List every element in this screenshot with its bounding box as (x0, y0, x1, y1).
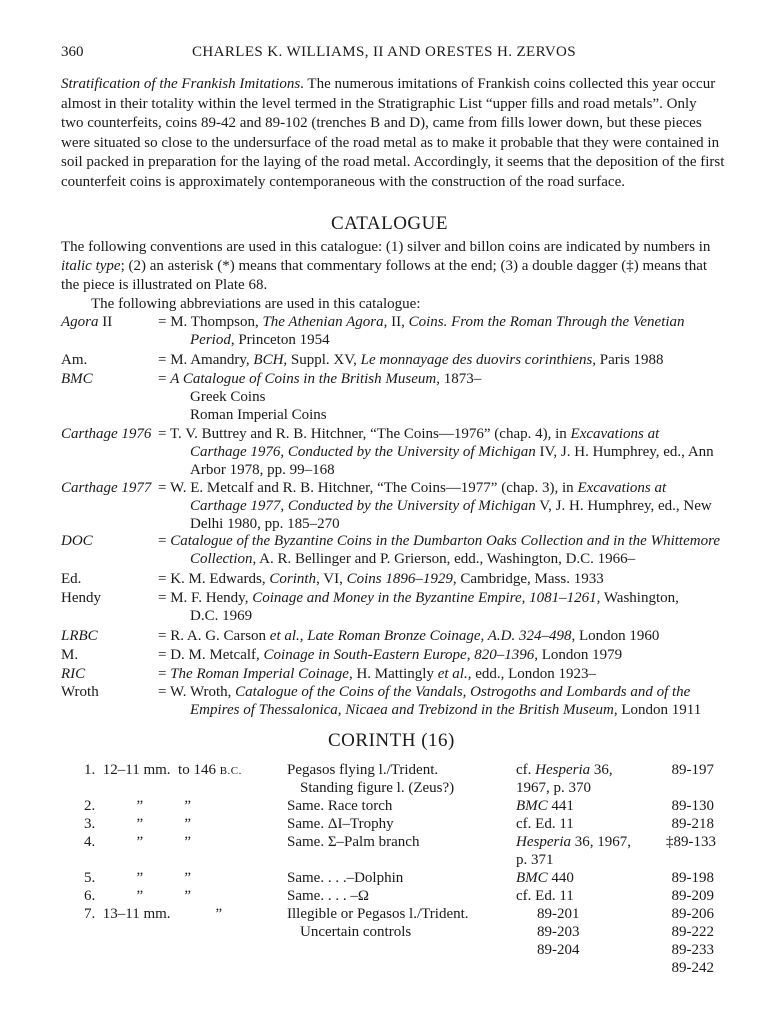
definition-text: = M. Amandry, (158, 352, 254, 368)
coin-description (287, 761, 454, 797)
coin-number: 2. ” ” (84, 798, 192, 814)
definition-text: , edd., London 1923– (467, 666, 597, 682)
reference-text: p. 371 (516, 852, 554, 868)
reference-text: cf. Ed. 11 (516, 816, 574, 832)
definition-line (158, 666, 596, 682)
inventory-number: 89-204 (537, 942, 580, 958)
definition-text: = (158, 666, 171, 682)
abbreviation-key-roman: Wroth (61, 684, 99, 700)
paragraph-line: counterfeit coins is approximately contemporaneous with the construction of the road surface. (61, 173, 625, 190)
coin-number-size-date (84, 797, 191, 815)
coin-reference (516, 887, 574, 905)
coin-number: 1. 12–11 mm. to 146 (84, 762, 220, 778)
coin-number: 7. 13–11 mm. ” (84, 906, 223, 922)
definition-title: Coinage in South-Eastern Europe, 820–1396 (263, 647, 535, 663)
definition-line (158, 371, 481, 387)
inventory-numbers (666, 905, 714, 977)
definition-title: Catalogue of the Byzantine Coins in the Dumbarton Oaks Collection and in the Whittemore (170, 533, 721, 549)
coin-description (287, 869, 403, 887)
reference-text: 36, 1967, (571, 834, 631, 850)
abbreviation-definition (158, 665, 726, 683)
coin-description-line: Standing figure l. (Zeus?) (300, 780, 455, 796)
inventory-number: 89-198 (671, 870, 714, 886)
definition-text: , A. R. Bellinger and P. Grierson, edd., Washington, D.C. 1966– (252, 551, 636, 567)
definition-text: , Princeton 1954 (230, 332, 330, 348)
coin-reference (516, 761, 613, 797)
definition-text: , VI, (316, 571, 347, 587)
paragraph-line: two counterfeits, coins 89-42 and 89-102 (trenches B and D), came from fills lower down, but these pieces (61, 115, 702, 131)
coin-number: 5. ” ” (84, 870, 192, 886)
definition-text: = K. M. Edwards, (158, 571, 270, 587)
definition-line (158, 497, 726, 515)
abbreviation-definition (158, 627, 726, 645)
inventory-number: ‡89-133 (666, 834, 716, 850)
abbreviation-key-italic: Agora (61, 314, 99, 330)
reference-text: cf. (516, 762, 536, 778)
abbreviation-key-roman: M. (61, 647, 79, 663)
abbreviation-definition (158, 532, 726, 568)
coin-description-line: Pegasos flying l./Trident. (287, 762, 439, 778)
coin-number: 6. ” ” (84, 888, 192, 904)
coin-reference (537, 905, 580, 959)
reference-text: 89-203 (537, 924, 580, 940)
abbreviation-key (61, 627, 98, 645)
definition-title: Empires of Thessalonica, Nicaea and Trebizond in the British Museum (190, 702, 614, 718)
abbreviation-key (61, 351, 87, 369)
definition-text: , London 1911 (613, 702, 702, 718)
definition-text: , II, (383, 314, 409, 330)
definition-text: D.C. 1969 (190, 608, 253, 624)
definition-title: Excavations at (577, 480, 667, 496)
definition-text: , Paris 1988 (592, 352, 664, 368)
definition-line (158, 515, 726, 533)
definition-title: Catalogue of the Coins of the Vandals, Ostrogoths and Lombards and of the (235, 684, 691, 700)
coin-number-size-date (84, 761, 242, 780)
definition-title: BCH (253, 352, 284, 368)
paragraph-line: were situated so close to the undersurface of the road metal as to make it probable that they were contained in (61, 134, 720, 151)
definition-text: , 1873– (436, 371, 482, 387)
definition-text: , London 1960 (571, 628, 660, 644)
abbreviation-key-italic: Carthage 1976 (61, 426, 152, 442)
inventory-number: 89-222 (671, 924, 714, 940)
inventory-number: 89-209 (671, 888, 714, 904)
definition-text: , Suppl. XV, (283, 352, 361, 368)
reference-title: BMC (516, 798, 548, 814)
abbreviation-key-roman: II (98, 314, 113, 330)
abbreviation-key-roman: Ed. (61, 571, 82, 587)
definition-title: The Roman Imperial Coinage (170, 666, 349, 682)
coin-reference (516, 833, 631, 869)
coin-description (287, 887, 369, 905)
page-number: 360 (61, 44, 84, 60)
reference-title: BMC (516, 870, 548, 886)
definition-line (158, 533, 720, 549)
coin-description (287, 815, 394, 833)
definition-title: Coins. From the Roman Through the Venetian (408, 314, 685, 330)
abbreviation-key (61, 479, 151, 497)
abbreviation-key (61, 683, 99, 701)
corinth-heading: CORINTH (16) (328, 730, 455, 751)
definition-text: Greek Coins (190, 389, 266, 405)
abbreviation-definition (158, 351, 726, 369)
definition-text: = (158, 371, 171, 387)
catalogue-heading: CATALOGUE (331, 213, 448, 234)
definition-line (158, 352, 664, 368)
coin-description-line: Same. Race torch (287, 798, 393, 814)
catalogue-conventions (61, 238, 710, 314)
inventory-numbers (666, 815, 714, 833)
abbreviation-definition (158, 313, 726, 349)
abbreviation-key (61, 425, 151, 443)
stratification-paragraph (61, 75, 725, 192)
abbreviation-key-italic: BMC (61, 371, 93, 387)
definition-line (158, 388, 726, 406)
abbreviation-key (61, 570, 81, 588)
definition-line (158, 461, 726, 479)
coin-number-size-date (84, 833, 191, 851)
reference-text: 441 (547, 798, 574, 814)
definition-title: Coinage and Money in the Byzantine Empire, 1081–1261 (252, 590, 597, 606)
inventory-numbers (666, 761, 714, 779)
definition-line (158, 628, 659, 644)
coin-reference (516, 869, 574, 887)
definition-text: , H. Mattingly (348, 666, 438, 682)
definition-title: Late Roman Bronze Coinage, A.D. 324–498 (307, 628, 572, 644)
definition-line (158, 684, 690, 700)
conventions-line: The following conventions are used in this catalogue: (1) silver and billon coins are indicated by numbers in (61, 239, 711, 255)
definition-line (158, 571, 604, 587)
abbreviation-key-italic: Carthage 1977 (61, 480, 152, 496)
abbreviation-key (61, 370, 93, 388)
reference-text: 36, (590, 762, 613, 778)
abbreviation-key-italic: DOC (61, 533, 93, 549)
definition-text: = M. F. Hendy, (158, 590, 253, 606)
definition-text: = W. Wroth, (158, 684, 236, 700)
reference-text: 89-201 (537, 906, 580, 922)
coin-description (287, 905, 469, 941)
definition-title: et al. (269, 628, 300, 644)
coin-description (287, 833, 419, 851)
abbreviation-definition (158, 479, 726, 533)
inventory-numbers (666, 869, 714, 887)
inventory-number: 89-206 (671, 906, 714, 922)
inventory-numbers (666, 833, 714, 851)
coin-number: 4. ” ” (84, 834, 192, 850)
coin-number-size-date (84, 905, 222, 923)
definition-line (158, 314, 685, 330)
inventory-numbers (666, 797, 714, 815)
definition-title: The Athenian Agora (262, 314, 384, 330)
definition-line (158, 701, 726, 719)
definition-title: Collection (190, 551, 253, 567)
conventions-italic: italic type (61, 258, 121, 274)
definition-line (158, 406, 726, 424)
definition-title: Carthage 1976, Conducted by the University of Michigan (190, 444, 536, 460)
definition-text: IV, J. H. Humphrey, ed., Ann (535, 444, 714, 460)
paragraph-lead: Stratification of the Frankish Imitations (61, 76, 301, 92)
coin-number-size-date (84, 887, 191, 905)
abbreviation-definition (158, 646, 726, 664)
definition-text: = T. V. Buttrey and R. B. Hitchner, “The Coins—1976” (chap. 4), in (158, 426, 571, 442)
definition-line (158, 331, 726, 349)
reference-text: cf. Ed. 11 (516, 888, 574, 904)
abbreviation-definition (158, 570, 726, 588)
inventory-number: 89-130 (671, 798, 714, 814)
definition-text: = D. M. Metcalf, (158, 647, 264, 663)
paragraph-line (61, 75, 725, 95)
definition-line (158, 480, 666, 496)
paragraph-line: almost in their totality within the level termed in the Stratigraphic List “upper fills and road metals”. Only (61, 95, 697, 112)
coin-description-line: Illegible or Pegasos l./Trident. (287, 906, 469, 922)
abbreviation-key (61, 646, 78, 664)
reference-title: Hesperia (535, 762, 591, 778)
abbreviation-definition (158, 425, 726, 479)
reference-text: 1967, p. 370 (516, 780, 591, 796)
coin-description-line: Uncertain controls (300, 924, 412, 940)
inventory-number: 89-218 (671, 816, 714, 832)
abbreviation-definition (158, 370, 726, 424)
definition-line (158, 426, 659, 442)
definition-title: Coins 1896–1929 (346, 571, 453, 587)
definition-title: et al. (437, 666, 468, 682)
abbreviations-intro: The following abbreviations are used in this catalogue: (91, 296, 421, 312)
abbreviation-key (61, 589, 101, 607)
definition-title: Corinth (269, 571, 317, 587)
coin-description (287, 797, 392, 815)
coin-description-line: Same. Σ–Palm branch (287, 834, 420, 850)
definition-line (158, 647, 622, 663)
coin-number-size-date (84, 869, 191, 887)
definition-title: Carthage 1977, Conducted by the University of Michigan (190, 498, 536, 514)
abbreviation-key (61, 313, 112, 331)
inventory-number: 89-242 (671, 960, 714, 976)
abbreviation-key-italic: LRBC (61, 628, 98, 644)
definition-text: , (299, 628, 308, 644)
coin-date-era: B.C. (219, 765, 242, 777)
reference-title: Hesperia (516, 834, 571, 850)
inventory-number: 89-233 (671, 942, 714, 958)
definition-title: Le monnayage des duovirs corinthiens (360, 352, 593, 368)
running-header-authors: CHARLES K. WILLIAMS, II AND ORESTES H. ZERVOS (192, 44, 577, 60)
coin-description-line: Same. . . . –Ω (287, 888, 369, 904)
definition-text: = R. A. G. Carson (158, 628, 270, 644)
definition-title: Excavations at (570, 426, 660, 442)
definition-line (158, 443, 726, 461)
reference-text: 440 (547, 870, 574, 886)
definition-text: = (158, 533, 171, 549)
definition-text: = W. E. Metcalf and R. B. Hitchner, “The Coins—1977” (chap. 3), in (158, 480, 578, 496)
abbreviation-key (61, 665, 85, 683)
inventory-number: 89-197 (671, 762, 714, 778)
definition-text: Roman Imperial Coins (190, 407, 327, 423)
paragraph-line: soil packed in preparation for the laying of the road metal. Accordingly, it seems that the deposition of the first (61, 154, 725, 170)
definition-text: Delhi 1980, pp. 185–270 (190, 516, 340, 532)
definition-text: Arbor 1978, pp. 99–168 (190, 462, 335, 478)
definition-text: = M. Thompson, (158, 314, 263, 330)
paragraph-text: . The numerous imitations of Frankish coins collected this year occur (300, 76, 716, 92)
definition-text: , Cambridge, Mass. 1933 (452, 571, 604, 587)
coin-reference (516, 797, 574, 815)
inventory-numbers (666, 887, 714, 905)
abbreviation-definition (158, 589, 726, 625)
coin-number: 3. ” ” (84, 816, 192, 832)
abbreviation-key (61, 532, 93, 550)
definition-line (158, 607, 726, 625)
definition-title: Period (190, 332, 231, 348)
definition-text: V, J. H. Humphrey, ed., New (535, 498, 712, 514)
coin-number-size-date (84, 815, 191, 833)
conventions-line (61, 257, 710, 276)
definition-line (158, 550, 726, 568)
coin-description-line: Same. . . .–Dolphin (287, 870, 404, 886)
conventions-line: the piece is illustrated on Plate 68. (61, 277, 268, 293)
definition-text: , Washington, (596, 590, 679, 606)
definition-text: , London 1979 (534, 647, 623, 663)
coin-description-line: Same. ΔI–Trophy (287, 816, 394, 832)
definition-title: A Catalogue of Coins in the British Museum (170, 371, 437, 387)
conventions-text: ; (2) an asterisk (*) means that commentary follows at the end; (3) a double dagger (‡) means that (120, 258, 708, 274)
abbreviation-definition (158, 683, 726, 719)
abbreviation-key-roman: Hendy (61, 590, 101, 606)
definition-line (158, 590, 679, 606)
coin-reference (516, 815, 574, 833)
abbreviation-key-italic: RIC (61, 666, 86, 682)
abbreviation-key-roman: Am. (61, 352, 88, 368)
